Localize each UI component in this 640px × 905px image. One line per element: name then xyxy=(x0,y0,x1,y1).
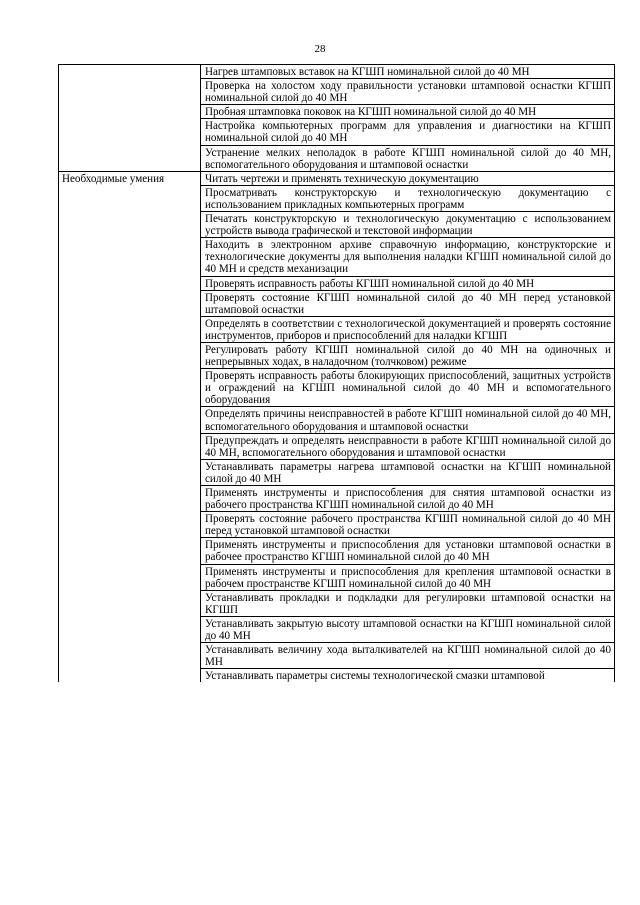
skill-cell: Проверять исправность работы КГШП номинальной силой до 40 МН xyxy=(201,276,615,290)
skill-cell: Устанавливать параметры системы технологической смазки штамповой xyxy=(201,669,615,683)
skill-cell: Проверять состояние рабочего пространства КГШП номинальной силой до 40 МН перед установкой штамповой оснастки xyxy=(201,512,615,538)
skills-label-cell: Необходимые умения xyxy=(59,171,201,682)
skill-cell: Устанавливать прокладки и подкладки для регулировки штамповой оснастки на КГШП xyxy=(201,590,615,616)
table-row xyxy=(59,171,615,185)
skill-cell: Устанавливать закрытую высоту штамповой оснастки на КГШП номинальной силой до 40 МН xyxy=(201,616,615,642)
skill-cell: Применять инструменты и приспособления для снятия штамповой оснастки из рабочего пространства КГШП номинальной силой до 40 МН xyxy=(201,486,615,512)
continuation-label-cell xyxy=(59,65,201,172)
labor-action-cell: Устранение мелких неполадок в работе КГШП номинальной силой до 40 МН, вспомогательного оборудования и штамповой оснастки xyxy=(201,145,615,171)
skill-cell: Проверять исправность работы блокирующих приспособлений, защитных устройств и ограждений на КГШП номинальной силой до 40 МН и вспомогательного оборудования xyxy=(201,369,615,407)
labor-action-cell: Настройка компьютерных программ для управления и диагностики на КГШП номинальной силой до 40 МН xyxy=(201,119,615,145)
skill-cell: Печатать конструкторскую и технологическую документацию с использованием устройств вывода графической и текстовой информации xyxy=(201,212,615,238)
skill-cell: Применять инструменты и приспособления для установки штамповой оснастки в рабочее пространство КГШП номинальной силой до 40 МН xyxy=(201,538,615,564)
requirements-table xyxy=(58,64,615,682)
labor-action-cell: Проверка на холостом ходу правильности установки штамповой оснастки КГШП номинальной силой до 40 МН xyxy=(201,79,615,105)
skill-cell: Применять инструменты и приспособления для крепления штамповой оснастки в рабочем пространстве КГШП номинальной силой до 40 МН xyxy=(201,564,615,590)
skill-cell: Устанавливать параметры нагрева штамповой оснастки на КГШП номинальной силой до 40 МН xyxy=(201,459,615,485)
page-number: 28 xyxy=(314,43,326,55)
skill-cell: Проверять состояние КГШП номинальной силой до 40 МН перед установкой штамповой оснастки xyxy=(201,290,615,316)
labor-action-cell: Нагрев штамповых вставок на КГШП номинальной силой до 40 МН xyxy=(201,65,615,79)
skill-cell: Просматривать конструкторскую и технологическую документацию с использованием прикладных компьютерных программ xyxy=(201,185,615,211)
skill-cell: Читать чертежи и применять техническую документацию xyxy=(201,171,615,185)
skill-cell: Находить в электронном архиве справочную информацию, конструкторские и технологические документы для выполнения наладки КГШП номинальной силой до 40 МН и средств механизации xyxy=(201,238,615,276)
table-body xyxy=(59,65,615,683)
table-row xyxy=(59,65,615,79)
skill-cell: Определять в соответствии с технологической документацией и проверять состояние инструментов, приборов и приспособлений для наладки КГШП xyxy=(201,316,615,342)
skill-cell: Предупреждать и определять неисправности в работе КГШП номинальной силой до 40 МН, вспомогательного оборудования и штамповой оснастки xyxy=(201,433,615,459)
labor-action-cell: Пробная штамповка поковок на КГШП номинальной силой до 40 МН xyxy=(201,105,615,119)
skill-cell: Определять причины неисправностей в работе КГШП номинальной силой до 40 МН, вспомогательного оборудования и штамповой оснастки xyxy=(201,407,615,433)
skill-cell: Регулировать работу КГШП номинальной силой до 40 МН на одиночных и непрерывных ходах, в наладочном (толчковом) режиме xyxy=(201,342,615,368)
skill-cell: Устанавливать величину хода выталкивателей на КГШП номинальной силой до 40 МН xyxy=(201,643,615,669)
